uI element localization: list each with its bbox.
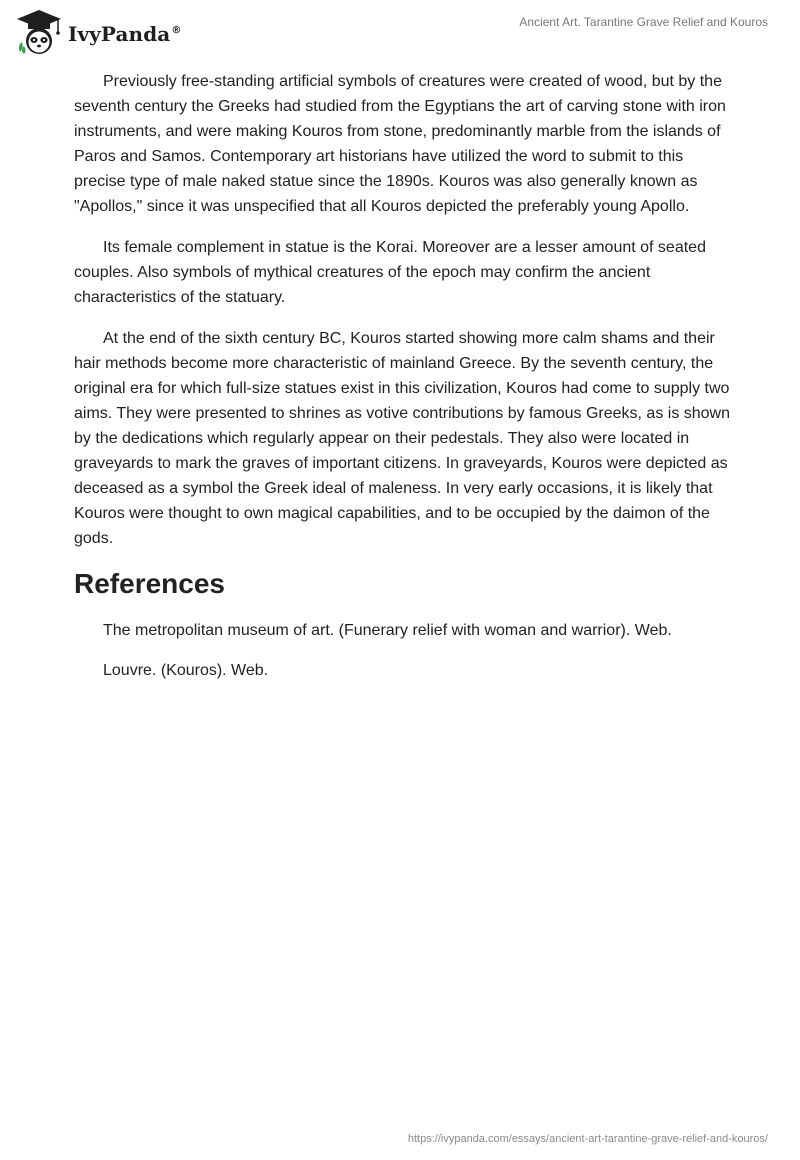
ivypanda-logo[interactable] [14, 8, 181, 56]
document-title: Ancient Art. Tarantine Grave Relief and Kouros [519, 15, 768, 29]
registered-mark: ® [171, 25, 182, 37]
panda-graduate-icon [14, 8, 64, 56]
reference-item-2: Louvre. (Kouros). Web. [103, 662, 269, 679]
paragraph-3: At the end of the sixth century BC, Kouros started showing more calm shams and their hair methods become more characteristic of mainland Greece. By the seventh century, the original era for which full-size statues exist in this civilization, Kouros had come to supply two aims. They were presented to shrines as votive contributions by famous Greeks, as is shown by the dedications which regularly appear on their pedestals. They also were located in graveyards to mark the graves of important citizens. In graveyards, Kouros were depicted as deceased as a symbol the Greek ideal of maleness. In very early occasions, it is likely that Kouros were thought to own magical capabilities, and to be occupied by the daimon of the gods. [74, 330, 731, 547]
reference-item-1: The metropolitan museum of art. (Funerary relief with woman and warrior). Web. [103, 622, 672, 639]
page-header [0, 0, 800, 60]
paragraph-1: Previously free-standing artificial symbols of creatures were created of wood, but by the seventh century the Greeks had studied from the Egyptians the art of carving stone with iron instruments, and were making Kouros from stone, predominantly marble from the islands of Paros and Samos. Contemporary art historians have utilized the word to submit to this precise type of male naked statue since the 1890s. Kouros was also generally known as "Apollos," since it was unspecified that all Kouros depicted the preferably young Apollo. [74, 73, 726, 215]
paragraph-2: Its female complement in statue is the Korai. Moreover are a lesser amount of seated couples. Also symbols of mythical creatures of the epoch may confirm the ancient characteristics of the statuary. [74, 239, 706, 306]
references-heading: References [74, 568, 225, 599]
essay-content [74, 69, 730, 699]
brand-name: IvyPanda® [68, 22, 182, 46]
source-url-link[interactable]: https://ivypanda.com/essays/ancient-art-tarantine-grave-relief-and-kouros/ [407, 1133, 768, 1145]
